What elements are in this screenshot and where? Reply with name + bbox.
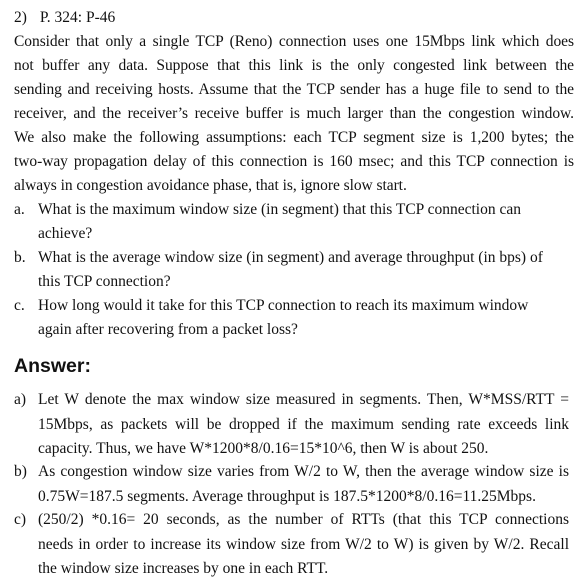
question-line: sending and receiving hosts. Assume that the TCP sender has a huge file to send to the: [14, 81, 574, 98]
answer-label: c): [14, 511, 27, 528]
answer-line: Let W denote the max window size measured in segments. Then, W*MSS/RTT =: [38, 391, 569, 408]
answer-label: b): [14, 463, 27, 480]
part-label: c.: [14, 297, 25, 314]
part-label: a.: [14, 201, 25, 218]
answer-label: a): [14, 391, 27, 408]
question-line: always in congestion avoidance phase, that is, ignore slow start.: [14, 177, 407, 194]
part-text: [38, 198, 574, 246]
answer-line: capacity. Thus, we have W*1200*8/0.16=15*10^6, then W is about 250.: [38, 440, 489, 457]
question-heading: [14, 6, 115, 30]
part-text: [38, 294, 574, 342]
part-line: this TCP connection?: [38, 273, 171, 290]
question-reference: P. 324: P-46: [39, 9, 116, 26]
part-line: What is the average window size (in segment) and average throughput (in bps) of: [38, 249, 543, 266]
question-line: Consider that only a single TCP (Reno) connection uses one 15Mbps link which does: [14, 33, 574, 50]
question-line: receiver, and the receiver’s receive buffer is much larger than the congestion window.: [14, 105, 574, 122]
question-body: [14, 30, 574, 198]
answer-line: 15Mbps, as packets will be dropped if the maximum sending rate exceeds link: [38, 415, 569, 433]
answer-line: the window size increases by one in each RTT.: [38, 560, 329, 577]
part-line: How long would it take for this TCP connection to reach its maximum window: [38, 297, 529, 314]
answer-heading: Answer:: [14, 355, 91, 377]
question-line: two-way propagation delay of this connection is 160 msec; and this TCP connection is: [14, 153, 574, 170]
question-number: 2): [14, 9, 27, 26]
answer-text: [38, 388, 569, 462]
answer-line: As congestion window size varies from W/2 to W, then the average window size is: [38, 463, 569, 480]
answer-line: needs in order to increase its window size from W/2 to W) is given by W/2. Recall: [38, 535, 569, 553]
part-line: What is the maximum window size (in segment) that this TCP connection can: [38, 201, 521, 218]
question-line: not buffer any data. Suppose that this link is the only congested link between the: [14, 57, 574, 74]
part-line: achieve?: [38, 225, 93, 242]
answer-text: [38, 460, 569, 509]
question-line: We also make the following assumptions: each TCP segment size is 1,200 bytes; the: [14, 129, 574, 146]
part-label: b.: [14, 249, 26, 266]
answer-line: 0.75W=187.5 segments. Average throughput is 187.5*1200*8/0.16=11.25Mbps.: [38, 487, 536, 505]
answer-text: [38, 508, 569, 582]
answer-line: (250/2) *0.16= 20 seconds, as the number of RTTs (that this TCP connections: [38, 511, 569, 528]
part-text: [38, 246, 574, 294]
part-line: again after recovering from a packet loss?: [38, 321, 298, 338]
